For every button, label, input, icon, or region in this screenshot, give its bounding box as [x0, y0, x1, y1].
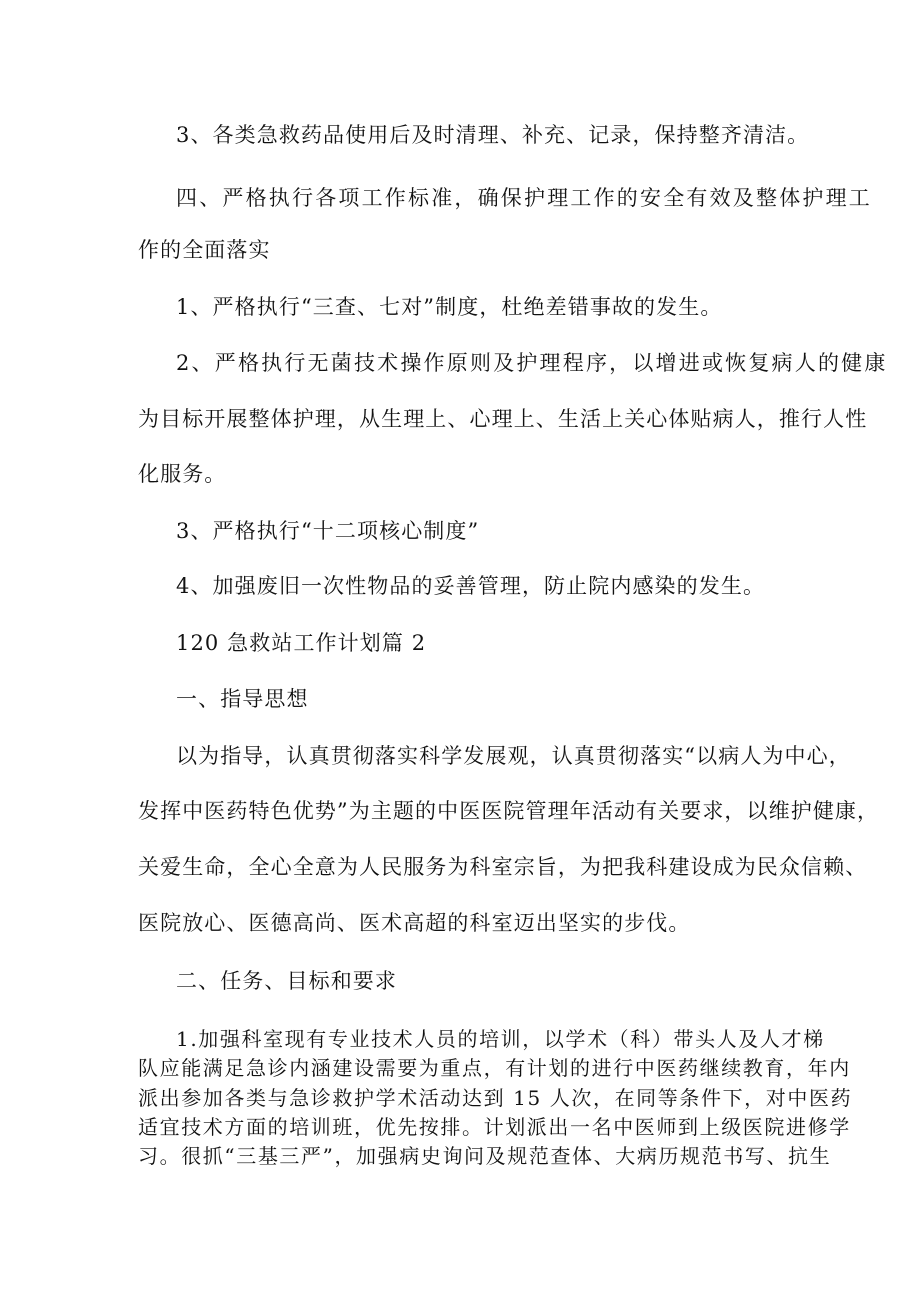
- text-line: 3、各类急救药品使用后及时清理、补充、记录，保持整齐清洁。: [176, 123, 810, 147]
- text-line: 1.加强科室现有专业技术人员的培训，以学术（科）带头人及人才梯: [176, 1027, 825, 1051]
- text-line: 医院放心、医德高尚、医术高超的科室迈出坚实的步伐。: [138, 911, 691, 935]
- text-line: 3、严格执行“十二项核心制度”: [176, 519, 480, 543]
- text-line: 为目标开展整体护理，从生理上、心理上、生活上关心体贴病人，推行人性: [138, 407, 868, 431]
- section-heading-continued: 作的全面落实: [138, 238, 271, 262]
- text-line: 化服务。: [138, 462, 227, 486]
- text-line: 1、严格执行“三查、七对”制度，杜绝差错事故的发生。: [176, 295, 723, 319]
- text-line: 2、严格执行无菌技术操作原则及护理程序，以增进或恢复病人的健康: [176, 351, 888, 375]
- article-heading: 120 急救站工作计划篇 2: [176, 631, 427, 655]
- text-line: 关爱生命，全心全意为人民服务为科室宗旨，为把我科建设成为民众信赖、: [138, 855, 868, 879]
- text-line: 以为指导，认真贯彻落实科学发展观，认真贯彻落实“以病人为中心，: [176, 744, 851, 768]
- text-line: 4、加强废旧一次性物品的妥善管理，防止院内感染的发生。: [176, 574, 766, 598]
- text-line: 发挥中医药特色优势”为主题的中医医院管理年活动有关要求，以维护健康，: [138, 799, 880, 823]
- section-heading: 一、指导思想: [176, 687, 309, 711]
- text-line: 适宜技术方面的培训班，优先按排。计划派出一名中医师到上级医院进修学: [138, 1115, 851, 1139]
- section-heading: 四、严格执行各项工作标准，确保护理工作的安全有效及整体护理工: [176, 186, 872, 210]
- text-line: 习。很抓“三基三严”，加强病史询问及规范查体、大病历规范书写、抗生: [138, 1144, 832, 1168]
- text-line: 派出参加各类与急诊救护学术活动达到 15 人次，在同等条件下，对中医药: [138, 1086, 853, 1110]
- section-heading: 二、任务、目标和要求: [176, 969, 397, 993]
- text-line: 队应能满足急诊内涵建设需要为重点，有计划的进行中医药继续教育，年内: [138, 1056, 851, 1080]
